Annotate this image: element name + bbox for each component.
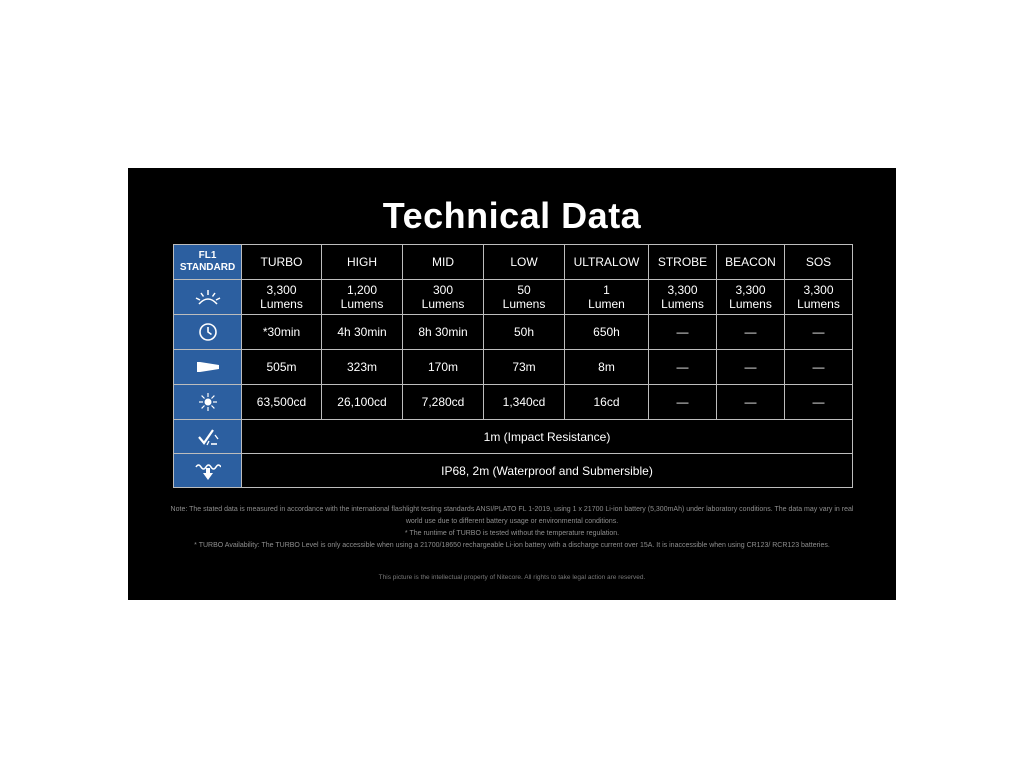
distance-cell: 170m bbox=[403, 350, 484, 385]
page-title: Technical Data bbox=[382, 195, 642, 236]
output-cell: 300 Lumens bbox=[403, 280, 484, 315]
output-cell: 1,200 Lumens bbox=[322, 280, 403, 315]
distance-cell: 323m bbox=[322, 350, 403, 385]
runtime-cell: 650h bbox=[565, 315, 649, 350]
distance-cell: 8m bbox=[565, 350, 649, 385]
output-icon-cell bbox=[174, 280, 242, 315]
note-measurement: Note: The stated data is measured in accordance with the international flashlight testing standards ANSI/PLATO FL 1-2019, using 1 x 21700 Li-ion battery (5,300mAh) under laboratory conditions. The data may vary in real world use due to different battery usage or environmental conditions. bbox=[170, 506, 854, 525]
impact-row bbox=[174, 420, 853, 454]
distance-cell: 73m bbox=[484, 350, 565, 385]
output-cell: 3,300 Lumens bbox=[785, 280, 853, 315]
output-cell: 50 Lumens bbox=[484, 280, 565, 315]
waterproof-icon bbox=[195, 461, 221, 481]
mode-header: HIGH bbox=[322, 245, 403, 280]
output-cell: 3,300 Lumens bbox=[649, 280, 717, 315]
runtime-cell: *30min bbox=[242, 315, 322, 350]
mode-header: MID bbox=[403, 245, 484, 280]
copyright-notice: This picture is the intellectual property of Nitecore. All rights to take legal action are reserved. bbox=[378, 574, 646, 581]
mode-header: STROBE bbox=[649, 245, 717, 280]
runtime-cell: — bbox=[649, 315, 717, 350]
footnotes bbox=[168, 504, 856, 552]
runtime-icon-cell bbox=[174, 315, 242, 350]
intensity-cell: 7,280cd bbox=[403, 385, 484, 420]
runtime-cell: — bbox=[785, 315, 853, 350]
model-label-cell bbox=[174, 245, 242, 280]
intensity-icon-cell bbox=[174, 385, 242, 420]
distance-cell: — bbox=[717, 350, 785, 385]
mode-header: LOW bbox=[484, 245, 565, 280]
mode-header-row bbox=[174, 245, 853, 280]
output-cell: 3,300 Lumens bbox=[242, 280, 322, 315]
distance-icon-cell bbox=[174, 350, 242, 385]
intensity-cell: — bbox=[649, 385, 717, 420]
output-cell: 3,300 Lumens bbox=[717, 280, 785, 315]
runtime-row bbox=[174, 315, 853, 350]
runtime-cell: 8h 30min bbox=[403, 315, 484, 350]
technical-data-panel bbox=[128, 168, 896, 600]
runtime-cell: 50h bbox=[484, 315, 565, 350]
mode-header: TURBO bbox=[242, 245, 322, 280]
intensity-row bbox=[174, 385, 853, 420]
impact-icon-cell bbox=[174, 420, 242, 454]
impact-resistance-cell: 1m (Impact Resistance) bbox=[242, 420, 853, 454]
light-output-icon bbox=[195, 288, 221, 306]
distance-cell: 505m bbox=[242, 350, 322, 385]
model-variant: STANDARD bbox=[179, 262, 236, 273]
model-name: FL1 bbox=[198, 250, 217, 261]
runtime-cell: 4h 30min bbox=[322, 315, 403, 350]
mode-header: ULTRALOW bbox=[565, 245, 649, 280]
intensity-cell: — bbox=[785, 385, 853, 420]
mode-header: BEACON bbox=[717, 245, 785, 280]
intensity-cell: 63,500cd bbox=[242, 385, 322, 420]
peak-intensity-icon bbox=[198, 392, 218, 412]
intensity-cell: 26,100cd bbox=[322, 385, 403, 420]
intensity-cell: 16cd bbox=[565, 385, 649, 420]
note-turbo-availability: * TURBO Availability: The TURBO Level is only accessible when using a 21700/18650 rechargeable Li-ion battery with a discharge current over 15A. It is inaccessible when using CR123/ RCR123 batteries. bbox=[194, 542, 830, 549]
distance-row bbox=[174, 350, 853, 385]
clock-icon bbox=[198, 322, 218, 342]
waterproof-row bbox=[174, 454, 853, 488]
output-cell: 1 Lumen bbox=[565, 280, 649, 315]
intensity-cell: 1,340cd bbox=[484, 385, 565, 420]
output-row bbox=[174, 280, 853, 315]
distance-cell: — bbox=[649, 350, 717, 385]
waterproof-cell: IP68, 2m (Waterproof and Submersible) bbox=[242, 454, 853, 488]
distance-cell: — bbox=[785, 350, 853, 385]
intensity-cell: — bbox=[717, 385, 785, 420]
beam-distance-icon bbox=[196, 359, 220, 375]
note-turbo-runtime: * The runtime of TURBO is tested without the temperature regulation. bbox=[404, 530, 620, 537]
mode-header: SOS bbox=[785, 245, 853, 280]
waterproof-icon-cell bbox=[174, 454, 242, 488]
impact-resistance-icon bbox=[197, 427, 219, 447]
runtime-cell: — bbox=[717, 315, 785, 350]
spec-table bbox=[173, 244, 853, 488]
